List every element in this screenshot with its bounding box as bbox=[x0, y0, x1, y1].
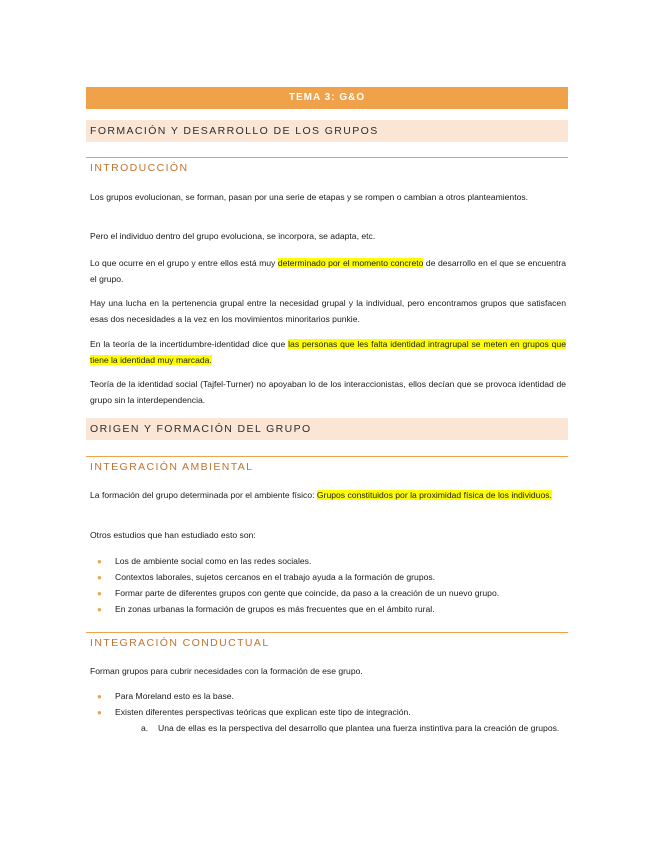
subheading-introduccion: INTRODUCCIÓN bbox=[86, 157, 568, 175]
bullet-icon: ● bbox=[97, 573, 102, 582]
bullet-icon: ● bbox=[97, 557, 102, 566]
highlight: determinado por el momento concreto bbox=[277, 258, 424, 268]
topic-banner: TEMA 3: G&O bbox=[86, 87, 568, 109]
list-item: ● Contextos laborales, sujetos cercanos en el trabajo ayuda a la formación de grupos. bbox=[115, 570, 565, 586]
bullet-icon: ● bbox=[97, 605, 102, 614]
section-heading-formacion: FORMACIÓN Y DESARROLLO DE LOS GRUPOS bbox=[86, 120, 568, 142]
bullet-icon: ● bbox=[97, 692, 102, 701]
intro-paragraph-5: En la teoría de la incertidumbre-identidad dice que las personas que les falta identidad intragrupal se meten en grupos que tiene la identidad muy marcada. bbox=[90, 339, 566, 365]
list-item: ● Existen diferentes perspectivas teóricas que explican este tipo de integración. bbox=[115, 705, 565, 721]
highlight: las personas que les falta identidad intragrupal se meten en grupos que tiene la identidad muy marcada. bbox=[90, 339, 566, 365]
list-item: ● Los de ambiente social como en las redes sociales. bbox=[115, 554, 565, 570]
bullet-icon: ● bbox=[97, 589, 102, 598]
list-item: ● Formar parte de diferentes grupos con gente que coincide, da paso a la creación de un nuevo grupo. bbox=[115, 586, 565, 602]
intro-paragraph-1: Los grupos evolucionan, se forman, pasan por una serie de etapas y se rompen o cambian a otros planteamientos. bbox=[90, 192, 529, 202]
bullet-icon: ● bbox=[97, 708, 102, 717]
intro-paragraph-2: Pero el individuo dentro del grupo evoluciona, se incorpora, se adapta, etc. bbox=[90, 231, 376, 241]
subheading-conductual: INTEGRACIÓN CONDUCTUAL bbox=[86, 632, 568, 650]
sub-list-item: a. Una de ellas es la perspectiva del desarrollo que plantea una fuerza instintiva para la creación de grupos. bbox=[158, 721, 564, 737]
intro-paragraph-4: Hay una lucha en la pertenencia grupal entre la necesidad grupal y la individual, pero encontramos grupos que satisfacen esas dos necesidades a la vez en los movimientos minoritarios punkie. bbox=[90, 298, 566, 324]
ambiental-paragraph-1: La formación del grupo determinada por el ambiente físico: Grupos constituidos por la proximidad física de los individuos. bbox=[90, 490, 552, 500]
subheading-ambiental: INTEGRACIÓN AMBIENTAL bbox=[86, 456, 568, 474]
intro-paragraph-6: Teoría de la identidad social (Tajfel-Turner) no apoyaban lo de los interaccionistas, ellos decían que se provoca identidad de grupo sin la interdependencia. bbox=[90, 379, 566, 405]
list-item: ● En zonas urbanas la formación de grupos es más frecuentes que en el ámbito rural. bbox=[115, 602, 565, 618]
sub-list-marker: a. bbox=[141, 723, 149, 733]
section-heading-origen: ORIGEN Y FORMACIÓN DEL GRUPO bbox=[86, 418, 568, 440]
highlight: Grupos constituidos por la proximidad física de los individuos. bbox=[316, 490, 552, 500]
intro-paragraph-3: Lo que ocurre en el grupo y entre ellos está muy determinado por el momento concreto de desarrollo en el que se encuentra el grupo. bbox=[90, 258, 566, 284]
ambiental-paragraph-2: Otros estudios que han estudiado esto son: bbox=[90, 530, 256, 540]
list-item: ● Para Moreland esto es la base. bbox=[115, 689, 565, 705]
conductual-paragraph-1: Forman grupos para cubrir necesidades con la formación de ese grupo. bbox=[90, 666, 363, 676]
